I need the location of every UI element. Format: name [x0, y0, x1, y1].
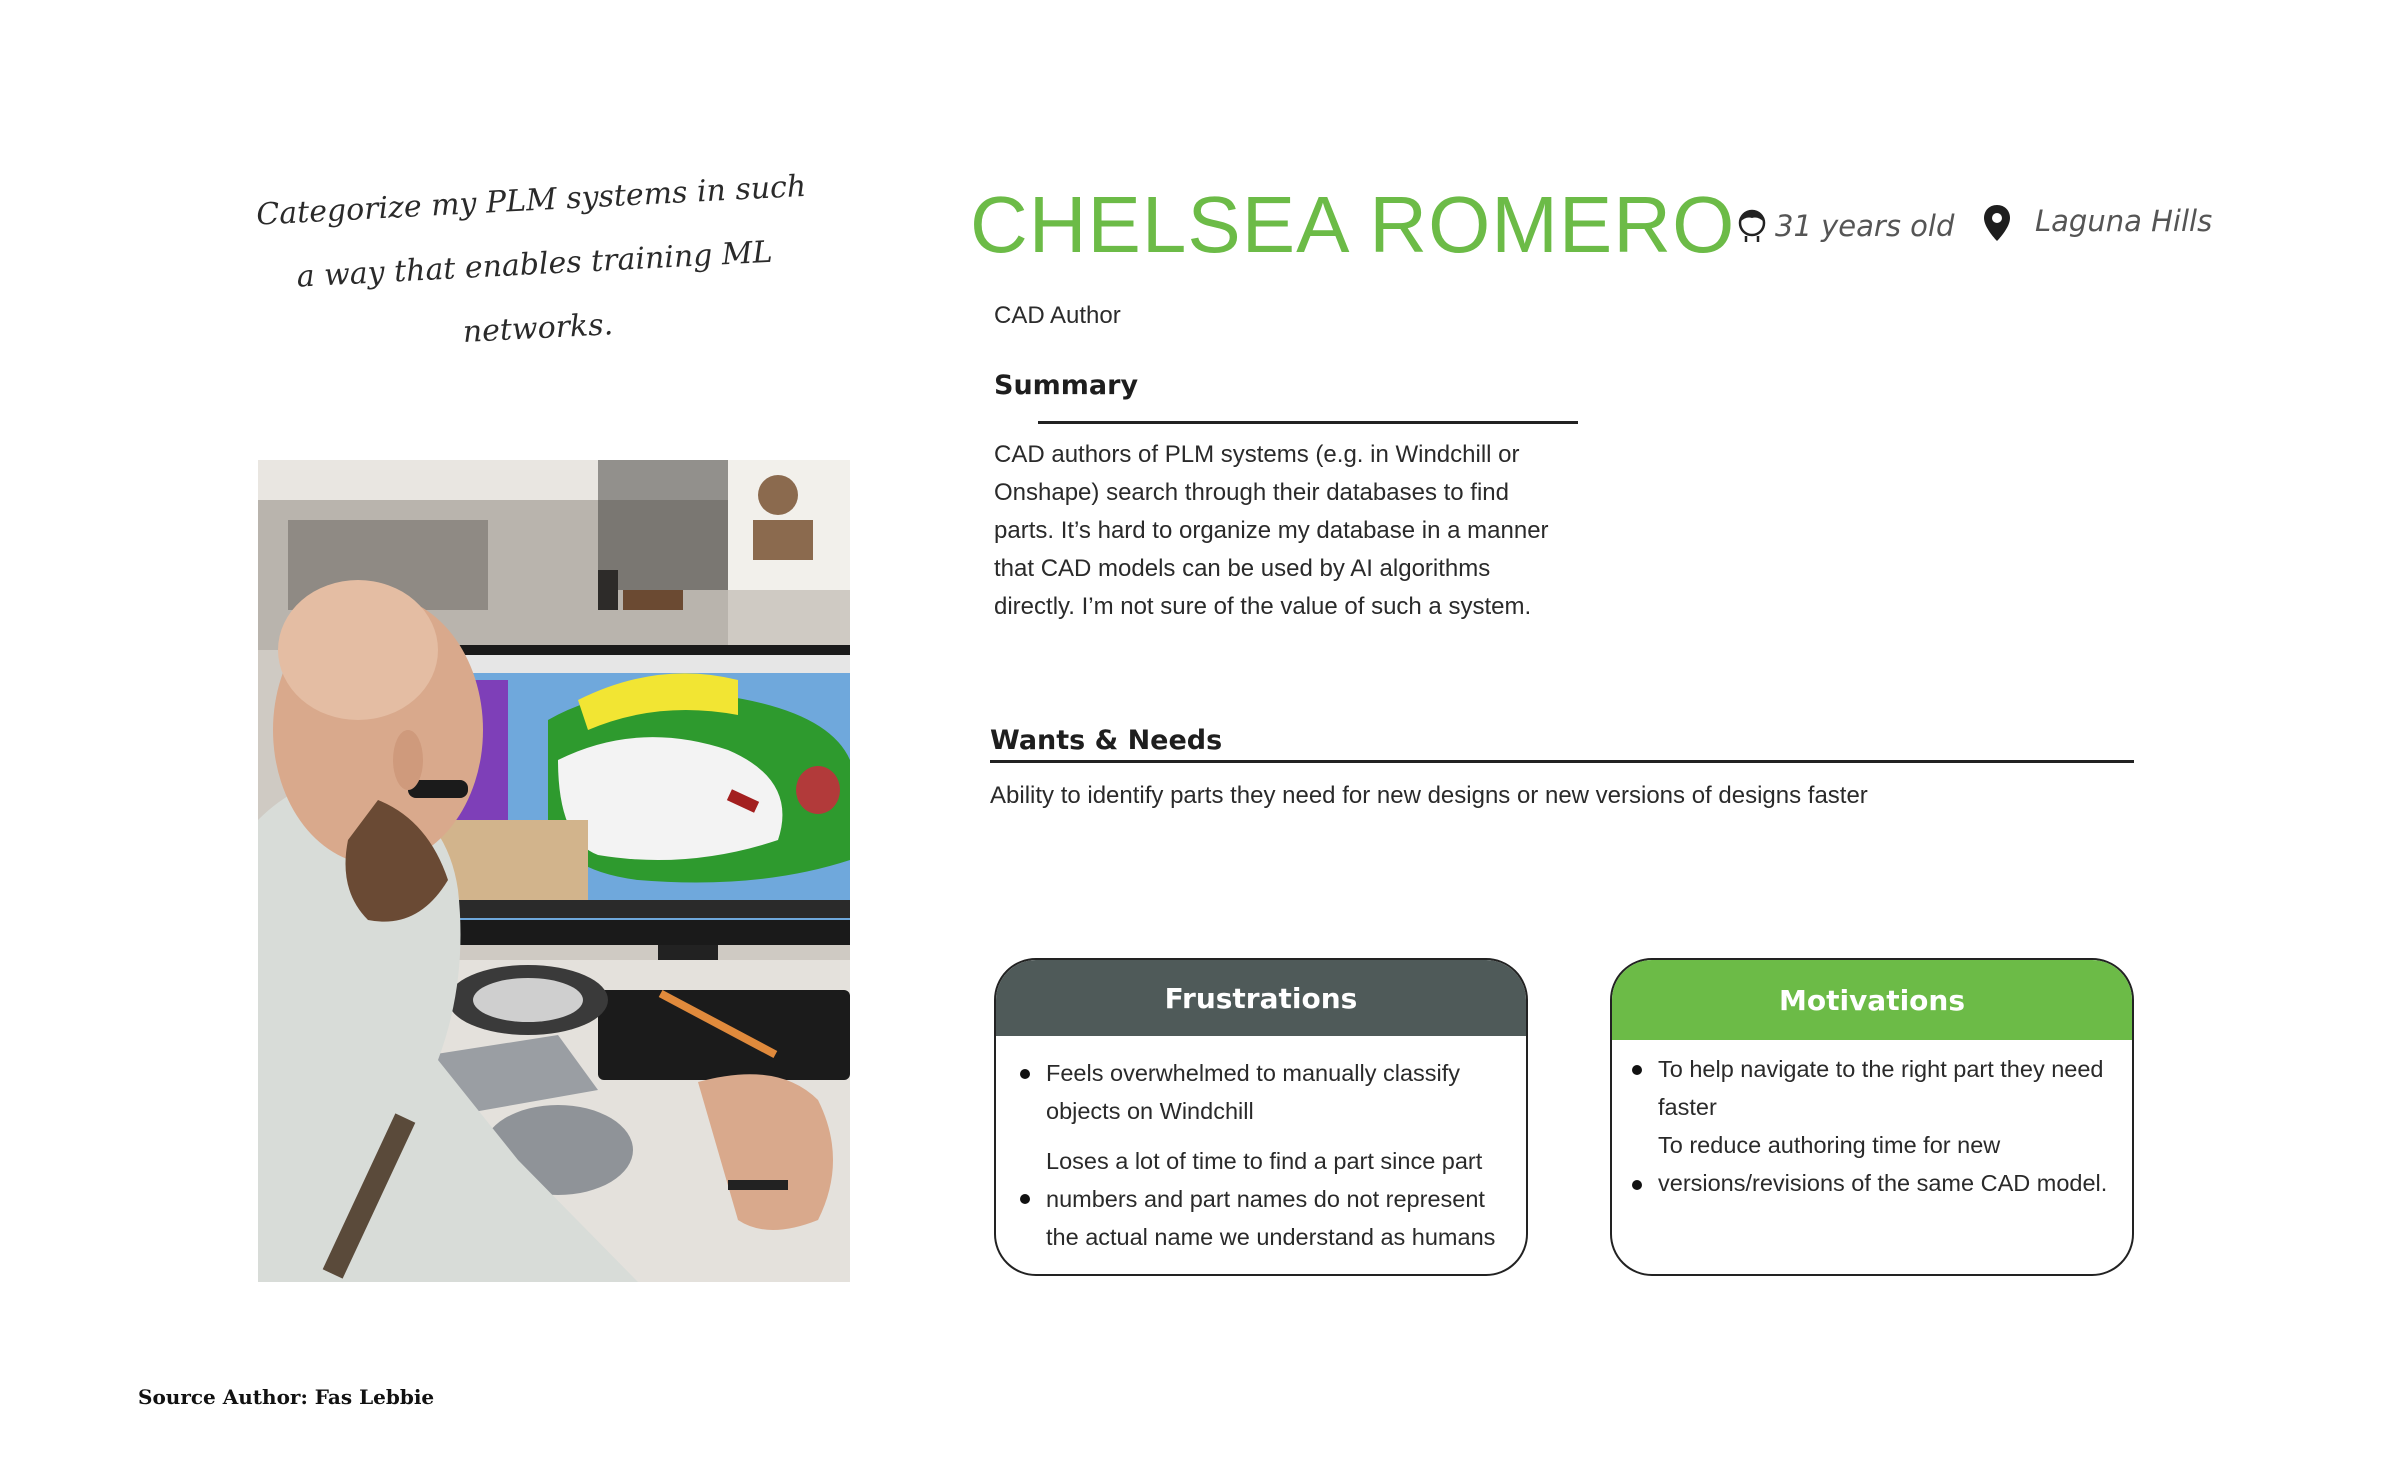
list-item: To reduce authoring time for new versions/revisions of the same CAD model.: [1658, 1126, 2116, 1202]
list-item: Feels overwhelmed to manually classify objects on Windchill: [1046, 1054, 1510, 1130]
wants-text: Ability to identify parts they need for new designs or new versions of designs faster: [990, 782, 1868, 809]
motivations-list: [1612, 1040, 2132, 1202]
quote-line: Categorize my PLM systems in such: [255, 168, 808, 233]
frustrations-list: [996, 1036, 1526, 1256]
source-credit: Source Author: Fas Lebbie: [138, 1385, 435, 1409]
persona-role: CAD Author: [994, 302, 1121, 329]
map-pin-icon: [1982, 204, 2012, 247]
person-face-icon: [1738, 209, 1766, 248]
persona-quote: [230, 154, 839, 377]
quote-line: networks.: [461, 307, 614, 350]
persona-age: 31 years old: [1775, 209, 1955, 243]
persona-photo: [258, 460, 850, 1282]
summary-divider: [1038, 421, 1578, 424]
list-item: Loses a lot of time to find a part since part numbers and part names do not represent the actual name we understand as humans: [1046, 1142, 1510, 1256]
summary-heading: Summary: [994, 370, 1139, 401]
summary-text: CAD authors of PLM systems (e.g. in Windchill or Onshape) search through their databases to find parts. It’s hard to organize my database in a manner that CAD models can be used by AI algorithms directly. I’m not sure of the value of such a system.: [994, 441, 1549, 620]
wants-divider: [990, 760, 2134, 763]
frustrations-card: [994, 958, 1528, 1276]
wants-heading: Wants & Needs: [990, 725, 1223, 756]
motivations-heading: Motivations: [1612, 960, 2132, 1040]
persona-location: Laguna Hills: [2035, 204, 2213, 238]
persona-name: CHELSEA ROMERO: [970, 180, 1736, 269]
frustrations-heading: Frustrations: [996, 960, 1526, 1036]
quote-line: a way that enables training ML: [295, 234, 774, 295]
motivations-card: [1610, 958, 2134, 1276]
list-item: To help navigate to the right part they need faster: [1658, 1050, 2116, 1126]
